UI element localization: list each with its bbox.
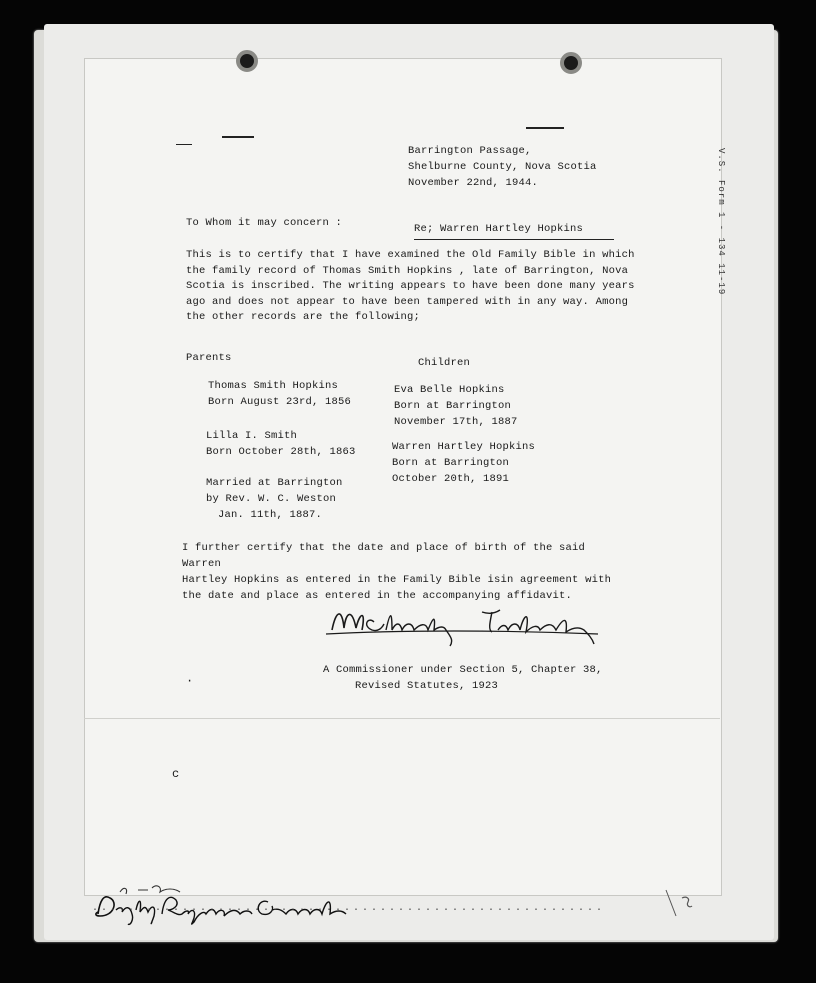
commissioner-line: Revised Statutes, 1923 bbox=[355, 680, 499, 692]
re-line: Re; Warren Hartley Hopkins bbox=[414, 222, 614, 240]
salutation: To Whom it may concern : bbox=[186, 217, 343, 229]
paragraph-line: the date and place as entered in the accompanying affidavit. bbox=[182, 590, 573, 602]
father-name: Thomas Smith Hopkins bbox=[208, 380, 339, 392]
paragraph-line: This is to certify that I have examined the Old Family Bible in which bbox=[186, 249, 635, 261]
ink-dot: c bbox=[172, 767, 180, 781]
child-place: Born at Barrington bbox=[394, 400, 512, 412]
address-line: Shelburne County, Nova Scotia bbox=[408, 161, 597, 173]
married-line: by Rev. W. C. Weston bbox=[206, 493, 337, 505]
mother-record bbox=[206, 428, 356, 460]
paragraph-line: I further certify that the date and place of birth of the said Warren bbox=[182, 542, 586, 570]
child-name: Eva Belle Hopkins bbox=[394, 384, 505, 396]
mother-name: Lilla I. Smith bbox=[206, 430, 298, 442]
closing-paragraph bbox=[182, 540, 612, 604]
paragraph-line: Hartley Hopkins as entered in the Family Bible isin agreement with bbox=[182, 574, 612, 586]
child-record bbox=[392, 439, 535, 487]
commissioner-title bbox=[323, 662, 603, 694]
parents-heading: Parents bbox=[186, 352, 232, 364]
intro-paragraph bbox=[186, 248, 656, 326]
father-born: Born August 23rd, 1856 bbox=[208, 396, 352, 408]
page-tab-mark bbox=[664, 888, 704, 918]
ink-mark bbox=[526, 127, 564, 129]
fold-line bbox=[84, 718, 720, 719]
mother-born: Born October 28th, 1863 bbox=[206, 446, 356, 458]
date-line: November 22nd, 1944. bbox=[408, 177, 539, 189]
child-date: October 20th, 1891 bbox=[392, 473, 510, 485]
child-place: Born at Barrington bbox=[392, 457, 510, 469]
address-line: Barrington Passage, bbox=[408, 145, 532, 157]
married-line: Married at Barrington bbox=[206, 477, 343, 489]
commissioner-line: A Commissioner under Section 5, Chapter 38, bbox=[323, 664, 603, 676]
address-block bbox=[408, 143, 597, 191]
ink-dot: · bbox=[186, 674, 194, 688]
dotted-line: ......................................................... bbox=[92, 903, 606, 914]
paragraph-line: the family record of Thomas Smith Hopkins , late of Barrington, Nova bbox=[186, 264, 629, 277]
child-record bbox=[394, 382, 518, 430]
marriage-record bbox=[206, 475, 343, 523]
paragraph-line: the other records are the following; bbox=[186, 311, 421, 324]
punch-hole-left bbox=[236, 50, 258, 72]
married-date: Jan. 11th, 1887. bbox=[218, 509, 323, 521]
commissioner-signature bbox=[322, 600, 612, 650]
margin-stamp: V.S. Form 1 - 134 11-19 bbox=[716, 148, 726, 296]
ink-mark bbox=[222, 136, 254, 138]
children-heading: Children bbox=[418, 357, 471, 369]
paragraph-line: Scotia is inscribed. The writing appears to have been done many years bbox=[186, 280, 635, 293]
ink-mark bbox=[176, 144, 192, 145]
paragraph-line: ago and does not appear to have been tampered with in any way. Among bbox=[186, 295, 629, 308]
child-name: Warren Hartley Hopkins bbox=[392, 441, 536, 453]
father-record bbox=[208, 378, 351, 410]
punch-hole-right bbox=[560, 52, 582, 74]
child-date: November 17th, 1887 bbox=[394, 416, 518, 428]
